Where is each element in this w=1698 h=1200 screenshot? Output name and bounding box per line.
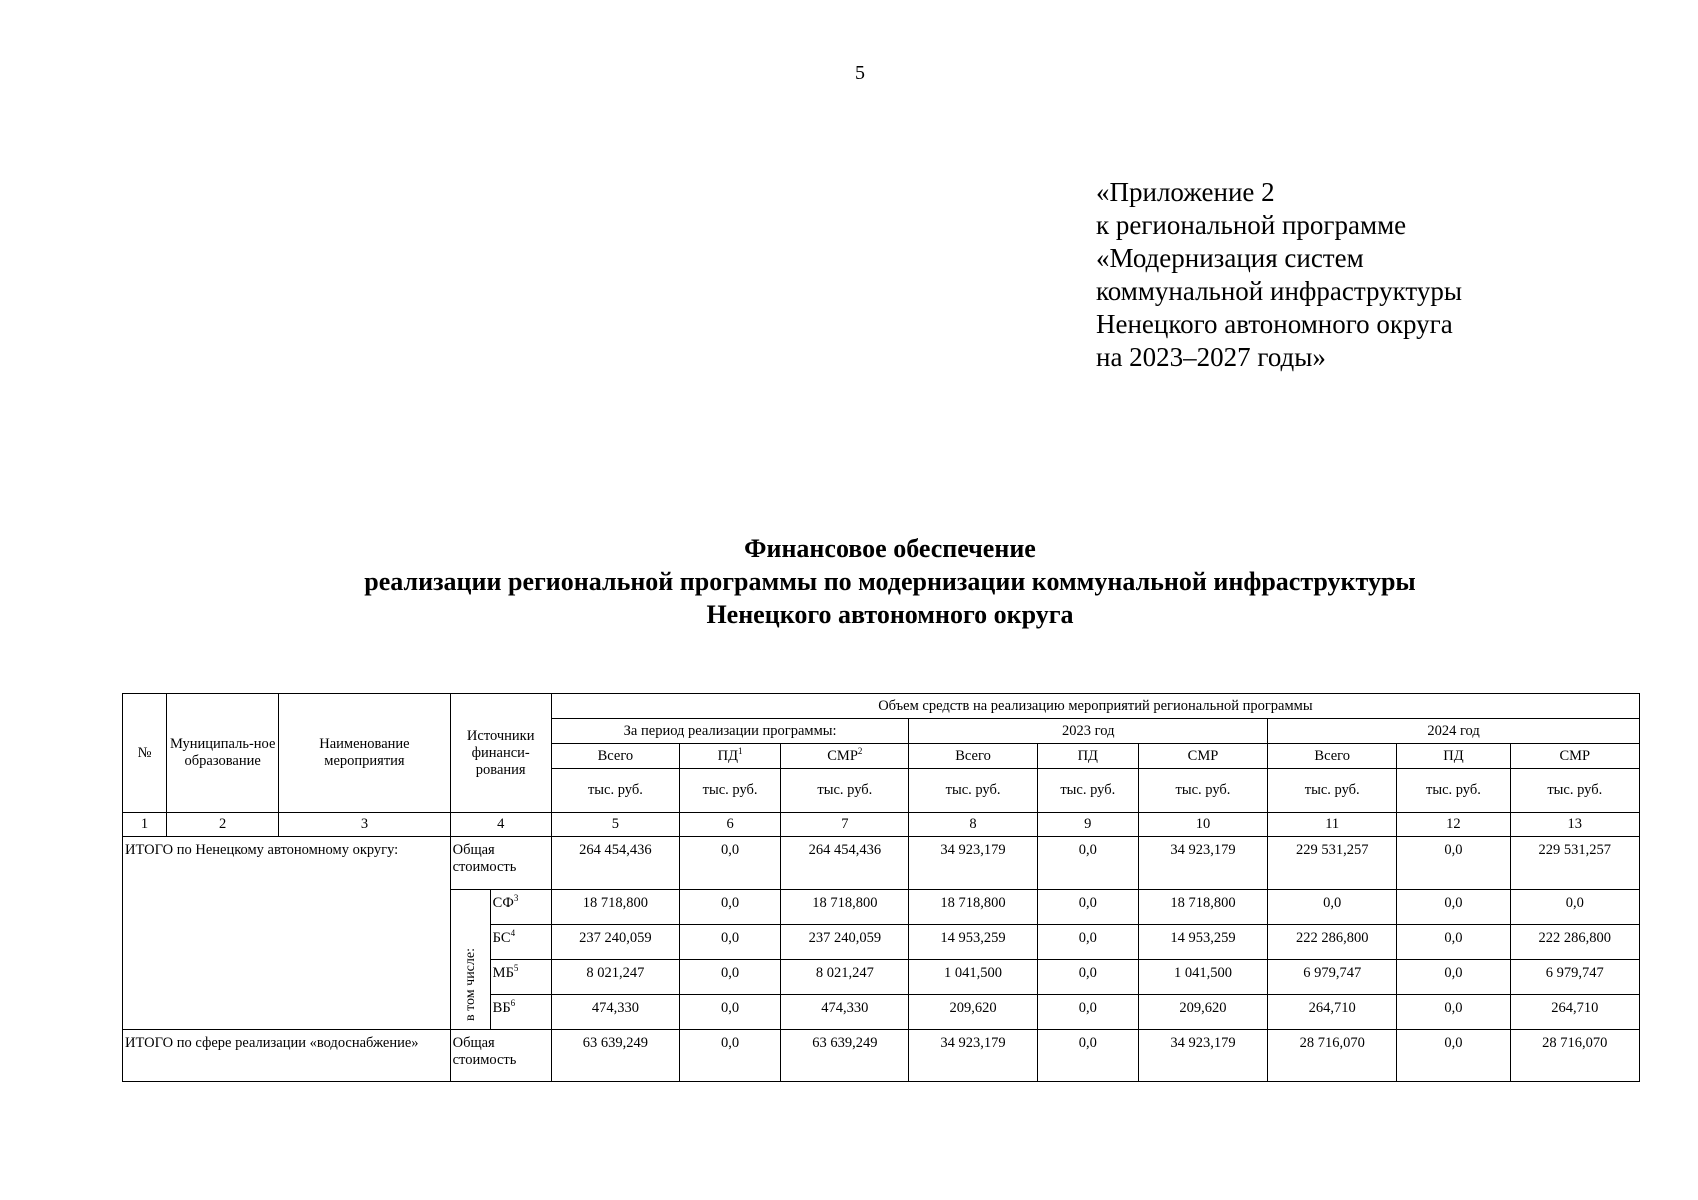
value-cell: 229 531,257 [1268,837,1397,890]
value-cell: 34 923,179 [909,837,1037,890]
unit-label: тыс. руб. [1510,769,1639,813]
column-number: 3 [279,813,450,837]
appendix-line: на 2023–2027 годы» [1096,342,1326,372]
value-cell: 0,0 [1397,837,1510,890]
value-cell: 6 979,747 [1510,960,1639,995]
value-cell: 8 021,247 [551,960,679,995]
header-volume: Объем средств на реализацию мероприятий региональной программы [551,694,1639,719]
unit-label: тыс. руб. [909,769,1037,813]
unit-label: тыс. руб. [781,769,909,813]
value-cell: 0,0 [1397,890,1510,925]
total-cost-label: Общая стоимость [450,837,551,890]
value-cell: 34 923,179 [1138,1030,1267,1082]
column-number: 12 [1397,813,1510,837]
value-cell: 0,0 [1037,890,1138,925]
appendix-line: Ненецкого автономного округа [1096,309,1453,339]
title-line: Ненецкого автономного округа [706,600,1074,629]
value-cell: 229 531,257 [1510,837,1639,890]
header-municipality: Муниципаль-ное образование [167,694,279,813]
unit-label: тыс. руб. [680,769,781,813]
header-pd: ПД [1397,744,1510,769]
value-cell: 264,710 [1268,995,1397,1030]
header-total: Всего [909,744,1037,769]
appendix-line: «Приложение 2 [1096,177,1275,207]
value-cell: 0,0 [1037,995,1138,1030]
value-cell: 8 021,247 [781,960,909,995]
header-period-2023: 2023 год [909,719,1268,744]
header-measure: Наименование мероприятия [279,694,450,813]
column-number: 11 [1268,813,1397,837]
value-cell: 1 041,500 [1138,960,1267,995]
source-label: $МБ^5$ [490,960,551,995]
value-cell: 237 240,059 [781,925,909,960]
value-cell: 474,330 [781,995,909,1030]
value-cell: 0,0 [680,925,781,960]
column-number: 1 [123,813,167,837]
value-cell: 0,0 [1037,1030,1138,1082]
header-total: Всего [1268,744,1397,769]
appendix-line: к региональной программе [1096,210,1407,240]
value-cell: 1 041,500 [909,960,1037,995]
header-total: Всего [551,744,679,769]
value-cell: 6 979,747 [1268,960,1397,995]
value-cell: 18 718,800 [551,890,679,925]
document-title [0,532,1698,631]
appendix-line: «Модернизация систем [1096,243,1364,273]
header-smr: СМР$^2$ [781,744,909,769]
value-cell: 63 639,249 [551,1030,679,1082]
value-cell: 264 454,436 [551,837,679,890]
table-row-total [123,837,1640,890]
title-line: Финансовое обеспечение [744,534,1036,563]
header-pd: ПД [1037,744,1138,769]
value-cell: 209,620 [909,995,1037,1030]
value-cell: 264 454,436 [781,837,909,890]
value-cell: 0,0 [1397,925,1510,960]
source-label: $ВБ^6$ [490,995,551,1030]
page-number: 5 [855,62,865,84]
including-label: в том числе: [450,890,490,1030]
column-number: 5 [551,813,679,837]
value-cell: 0,0 [680,837,781,890]
value-cell: 34 923,179 [909,1030,1037,1082]
value-cell: 222 286,800 [1268,925,1397,960]
value-cell: 0,0 [1268,890,1397,925]
total-cost-label: Общая стоимость [450,1030,551,1082]
value-cell: 34 923,179 [1138,837,1267,890]
header-num: № [123,694,167,813]
value-cell: 0,0 [1397,960,1510,995]
value-cell: 18 718,800 [781,890,909,925]
value-cell: 0,0 [680,995,781,1030]
column-number: 4 [450,813,551,837]
value-cell: 474,330 [551,995,679,1030]
value-cell: 264,710 [1510,995,1639,1030]
header-smr: СМР [1138,744,1267,769]
appendix-header [1096,176,1462,374]
appendix-line: коммунальной инфраструктуры [1096,276,1462,306]
header-pd: $ПД^1$ [680,744,781,769]
unit-label: тыс. руб. [1037,769,1138,813]
column-number-row [123,813,1640,837]
header-smr: СМР [1510,744,1639,769]
section-label: ИТОГО по Ненецкому автономному округу: [123,837,451,1030]
value-cell: 28 716,070 [1510,1030,1639,1082]
table-row-total [123,1030,1640,1082]
value-cell: 0,0 [1037,960,1138,995]
financing-table [122,693,1640,1082]
value-cell: 14 953,259 [909,925,1037,960]
value-cell: 222 286,800 [1510,925,1639,960]
unit-label: тыс. руб. [1397,769,1510,813]
source-label: $СФ^3$ [490,890,551,925]
header-sources: Источники финанси-рования [450,694,551,813]
value-cell: 0,0 [680,890,781,925]
value-cell: 0,0 [1397,995,1510,1030]
value-cell: 0,0 [1037,837,1138,890]
column-number: 2 [167,813,279,837]
unit-label: тыс. руб. [1268,769,1397,813]
header-period-total: За период реализации программы: [551,719,909,744]
value-cell: 0,0 [1397,1030,1510,1082]
value-cell: 14 953,259 [1138,925,1267,960]
value-cell: 209,620 [1138,995,1267,1030]
value-cell: 28 716,070 [1268,1030,1397,1082]
column-number: 9 [1037,813,1138,837]
value-cell: 63 639,249 [781,1030,909,1082]
header-period-2024: 2024 год [1268,719,1640,744]
title-line: реализации региональной программы по модернизации коммунальной инфраструктуры [364,567,1416,596]
value-cell: 0,0 [1510,890,1639,925]
value-cell: 0,0 [680,1030,781,1082]
source-label: $БС^4$ [490,925,551,960]
unit-label: тыс. руб. [1138,769,1267,813]
column-number: 13 [1510,813,1639,837]
value-cell: 237 240,059 [551,925,679,960]
value-cell: 18 718,800 [1138,890,1267,925]
value-cell: 18 718,800 [909,890,1037,925]
section-label: ИТОГО по сфере реализации «водоснабжение» [123,1030,451,1082]
column-number: 6 [680,813,781,837]
column-number: 7 [781,813,909,837]
value-cell: 0,0 [680,960,781,995]
column-number: 10 [1138,813,1267,837]
value-cell: 0,0 [1037,925,1138,960]
unit-label: тыс. руб. [551,769,679,813]
column-number: 8 [909,813,1037,837]
